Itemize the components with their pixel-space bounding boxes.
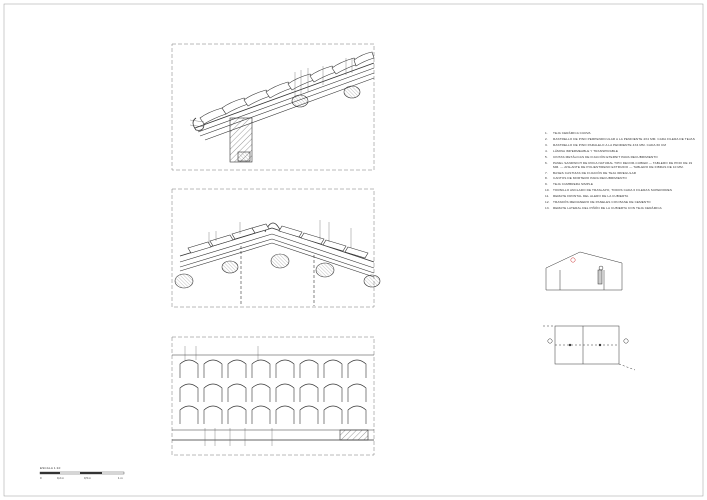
scale-label-3: 1 m [118, 476, 123, 480]
legend-item-number: 12. [545, 200, 550, 205]
legend-item-text: REMATE LATERAL DEL PIÑÓN DE LA CUBIERTA CON TEJA CERÁMICA [553, 206, 662, 211]
legend-item-text: CANTOS DE MORTERO PARA RECUBRIMIENTO [553, 176, 627, 181]
legend-item [545, 207, 695, 211]
legend-item-number: 4. [545, 148, 548, 153]
scale-label-0: 0 [40, 476, 42, 480]
legend-item [545, 201, 695, 205]
scale-label-2: 0,5 m [84, 476, 91, 480]
legend-item-number: 11. [545, 194, 550, 199]
legend-item-text: BASES CASTIZAS DE FIJACIÓN DE TEJA IRREGULAR [553, 170, 637, 175]
detail-ridge-section [172, 189, 380, 307]
detail-tile-plan [172, 337, 374, 455]
legend-item [545, 177, 695, 181]
scale-title: ESCALA 1:10 [40, 466, 61, 470]
key-section-drawing [546, 252, 622, 290]
legend-item-number: 1. [545, 131, 548, 135]
legend-item-number: 2. [545, 136, 548, 141]
scale-label-1: 0,2 m [57, 476, 64, 480]
legend-item [545, 172, 695, 176]
tile-row-3 [180, 406, 366, 424]
legend-list [545, 132, 695, 213]
legend-item-number: 13. [545, 206, 550, 211]
legend-item-text: PANEL SANDWICH DE ROCA NATURAL TIPO DECOR-CUBIER — TABLERO DE PINO DE 19 MM. — AISLANTE DE POLIESTIRENO EXTRUIDO — TABLERO DE FIBRAS DE 10 MM. [553, 160, 693, 169]
legend-item [545, 144, 695, 148]
detail-eave-section [172, 44, 374, 170]
legend-item-number: 7. [545, 170, 548, 175]
legend-item [545, 162, 695, 169]
legend-item [545, 183, 695, 187]
legend-item [545, 132, 695, 136]
legend-item [545, 138, 695, 142]
legend-item-number: 6. [545, 160, 548, 165]
legend-item [545, 150, 695, 154]
section-marker [571, 258, 575, 262]
tile-row-2 [180, 384, 366, 402]
legend-item-text: TORNILLO ANCLADO DE TRASLAPO, TODOS CADA 6 FILERAS SUPERIORES [553, 188, 672, 193]
legend-item-text: TEJA CUMBRERA SIMPLE [553, 182, 593, 187]
graphic-scale [40, 472, 124, 474]
tile-row-1 [180, 360, 366, 378]
legend-item-number: 10. [545, 188, 550, 193]
legend-item-number: 5. [545, 154, 548, 159]
legend-item [545, 189, 695, 193]
legend-item [545, 156, 695, 160]
legend-item-number: 8. [545, 176, 548, 181]
key-plan-drawing [543, 326, 635, 370]
legend-item [545, 195, 695, 199]
legend-item-text: TEJA CERÁMICA CURVA [553, 131, 591, 135]
legend-item-text: TRASDÓS MEDIANERO DE PANELES CON BASE DE CEMENTO [553, 200, 651, 205]
legend-item-number: 9. [545, 182, 548, 187]
legend-item-text: REMATE FRONTAL DEL ALERO DE LA CUBIERTA [553, 194, 629, 199]
ridge-tiles-right [279, 226, 368, 258]
legend-item-text: LÁMINA IMPERMEABLE Y TRANSPIRABLE [553, 148, 619, 153]
legend-item-text: CINTAS METÁLICAS DE FIJACIÓN ETERNIT PARA RECUBRIMIENTO [553, 154, 658, 159]
legend-item-text: RASTRELLO DE PINO PERPENDICULAR A LA PENDIENTE 4X4 MM. CADA FILERA DE TEJAS [553, 136, 695, 141]
legend-item-text: RASTRELLO DE PINO PARALELO A LA PENDIENTE 4X4 MM. CADA 60 CM [553, 142, 667, 147]
legend-item-number: 3. [545, 142, 548, 147]
